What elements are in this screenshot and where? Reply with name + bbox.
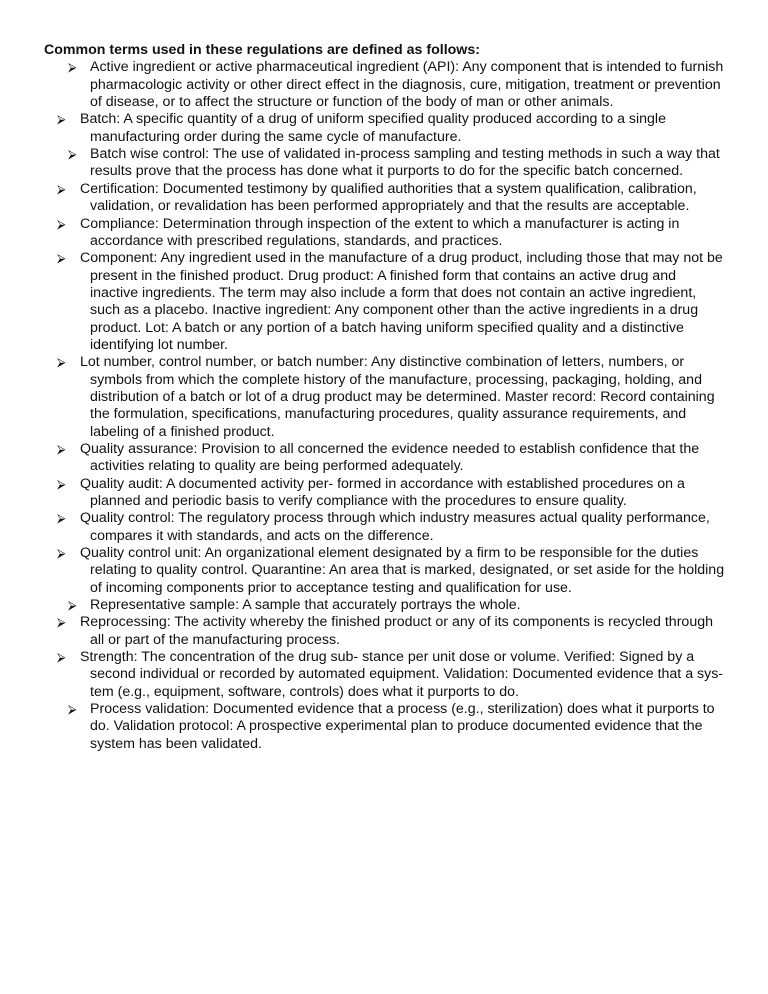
definition-item: ⮚ Component: Any ingredient used in the manufacture of a drug product, including those that may not be present in the finished product. Drug product: A finished form that contains an active drug and inactive ingredients. The term may also include a form that does not contain an active ingredient, such as a placebo. Inactive ingredient: Any component other than the active ingredients in a drug product. Lot: A batch or any portion of a batch having uniform specified quality and a distinctive identifying lot number. — [44, 250, 728, 354]
definition-item: ⮚ Lot number, control number, or batch number: Any distinctive combination of letters, numbers, or symbols from which the complete history of the manufacture, processing, packaging, holding, and distribution of a batch or lot of a drug product may be determined. Master record: Record containing the formulation, specifications, manufacturing procedures, quality assurance requirements, and labeling of a finished product. — [44, 354, 728, 441]
definition-text: Quality control unit: An organizational element designated by a firm to be responsible for the duties relating to quality control. Quarantine: An area that is marked, designated, or set aside for the holding of incoming components prior to acceptance testing and qualification for use. — [80, 545, 725, 596]
definition-text: Process validation: Documented evidence that a process (e.g., sterilization) does what it purports to do. Validation protocol: A prospective experimental plan to produce documented evidence that the system has been validated. — [90, 701, 715, 752]
definitions-list — [44, 59, 728, 753]
arrowhead-bullet-icon: ⮚ — [68, 702, 77, 717]
definition-text: Lot number, control number, or batch number: Any distinctive combination of letters, numbers, or symbols from which the complete history of the manufacture, processing, packaging, holding, and distribution of a batch or lot of a drug product may be determined. Master record: Record containing the formulation, specifications, manufacturing procedures, quality assurance requirements, and labeling of a finished product. — [80, 354, 715, 440]
definition-item — [44, 701, 728, 753]
definition-text: Component: Any ingredient used in the manufacture of a drug product, including those that may not be present in the finished product. Drug product: A finished form that contains an active drug and inactive ingredients. The term may also include a form that does not contain an active ingredient, such as a placebo. Inactive ingredient: Any component other than the active ingredients in a drug product. Lot: A batch or any portion of a batch having uniform specified quality and a distinctive identifying lot number. — [80, 250, 723, 353]
definition-text: Compliance: Determination through inspection of the extent to which a manufacturer is acting in accordance with prescribed regulations, standards, and practices. — [80, 215, 680, 249]
definition-item: ⮚ Strength: The concentration of the drug sub- stance per unit dose or volume. Verified: Signed by a second individual or recorded by automated equipment. Validation: Documented evidence that a sys- tem (e.g., equipment, software, controls) does what it purports to do. — [44, 649, 728, 701]
definition-item — [44, 59, 728, 111]
definition-item: ⮚ Quality audit: A documented activity per- formed in accordance with established procedures on a planned and periodic basis to verify compliance with the procedures to ensure quality. — [44, 476, 728, 511]
definition-text: Batch: A specific quantity of a drug of uniform specified quality produced according to a single manufacturing order during the same cycle of manufacture. — [80, 111, 666, 145]
definition-item: ⮚ Batch: A specific quantity of a drug of uniform specified quality produced according to a single manufacturing order during the same cycle of manufacture. — [44, 111, 728, 146]
arrowhead-bullet-icon: ⮚ — [68, 147, 77, 162]
definition-text: Strength: The concentration of the drug sub- stance per unit dose or volume. Verified: Signed by a second individual or recorded by automated equipment. Validation: Documented evidence that a sys- tem (e.g., equipment, software, controls) does what it purports to do. — [80, 649, 724, 700]
definition-text: Quality assurance: Provision to all concerned the evidence needed to establish confidence that the activities relating to quality are being performed adequately. — [80, 440, 700, 475]
arrowhead-bullet-icon: ⮚ — [68, 598, 77, 613]
definition-text: Quality audit: A documented activity per- formed in accordance with established procedures on a planned and periodic basis to verify compliance with the procedures to ensure quality. — [80, 475, 685, 509]
definition-item — [44, 146, 728, 181]
arrowhead-bullet-icon: ⮚ — [68, 60, 77, 75]
definition-item — [44, 597, 728, 614]
definition-item: ⮚ Reprocessing: The activity whereby the finished product or any of its components is recycled through all or part of the manufacturing process. — [44, 614, 728, 649]
definition-item: ⮚ Compliance: Determination through inspection of the extent to which a manufacturer is acting in accordance with prescribed regulations, standards, and practices. — [44, 216, 728, 251]
definition-item: ⮚ Quality control: The regulatory process through which industry measures actual quality performance, compares it with standards, and acts on the difference. — [44, 510, 728, 545]
definition-item: ⮚ Certification: Documented testimony by qualified authorities that a system qualification, calibration, validation, or revalidation has been performed appropriately and that the results are acceptable. — [44, 181, 728, 216]
definition-text: Certification: Documented testimony by qualified authorities that a system qualification, calibration, validation, or revalidation has been performed appropriately and that the results are acceptable. — [80, 180, 697, 215]
definition-text: Active ingredient or active pharmaceutical ingredient (API): Any component that is intended to furnish pharmacologic activity or other direct effect in the diagnosis, cure, mitigation, treatment or prevention of disease, or to affect the structure or function of the body of man or other animals. — [90, 59, 724, 111]
definition-text: Representative sample: A sample that accurately portrays the whole. — [90, 597, 521, 614]
definition-text: Batch wise control: The use of validated in-process sampling and testing methods in such a way that results prove that the process has done what it purports to do for the specific batch concerned. — [90, 146, 720, 180]
definition-item: ⮚ Quality assurance: Provision to all concerned the evidence needed to establish confidence that the activities relating to quality are being performed adequately. — [44, 441, 728, 476]
definition-item: ⮚ Quality control unit: An organizational element designated by a firm to be responsible for the duties relating to quality control. Quarantine: An area that is marked, designated, or set aside for the holding of incoming components prior to acceptance testing and qualification for use. — [44, 545, 728, 597]
definition-text: Reprocessing: The activity whereby the finished product or any of its components is recycled through all or part of the manufacturing process. — [80, 614, 713, 648]
section-heading: Common terms used in these regulations are defined as follows: — [44, 42, 480, 58]
definition-text: Quality control: The regulatory process through which industry measures actual quality performance, compares it with standards, and acts on the difference. — [80, 510, 710, 544]
